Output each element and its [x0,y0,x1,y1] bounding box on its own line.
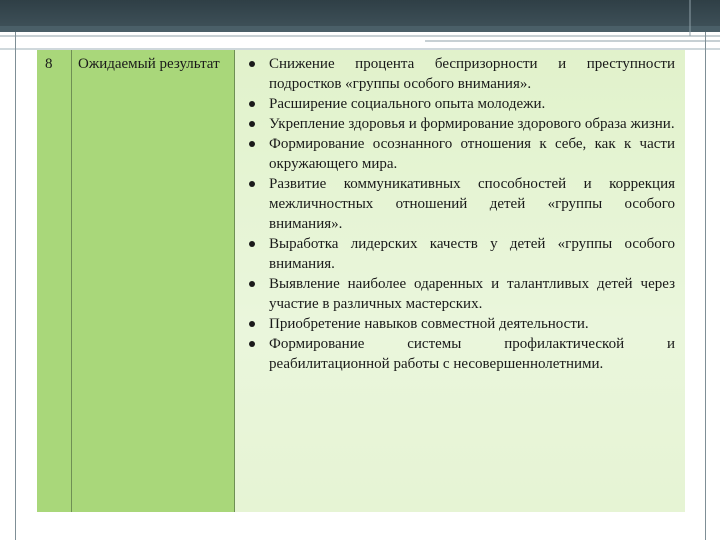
bullet-icon [249,101,255,107]
row-content-cell [235,50,686,512]
results-table [37,50,685,512]
list-item: Расширение социального опыта молодежи. [247,94,675,114]
slide-left-rule [15,32,16,540]
bullet-icon [249,281,255,287]
slide-header-accent [0,26,720,32]
slide-right-rule [705,32,706,540]
row-label: Ожидаемый результат [78,56,220,72]
list-item: Укрепление здоровья и формирование здорового образа жизни. [247,114,675,134]
list-item: Приобретение навыков совместной деятельности. [247,314,675,334]
bullet-icon [249,141,255,147]
list-item: Выработка лидерских качеств у детей «группы особого внимания. [247,234,675,274]
bullet-icon [249,341,255,347]
bullet-icon [249,321,255,327]
slide-header-bar [0,0,720,26]
result-list [247,54,675,374]
table-row [37,50,685,512]
bullet-icon [249,241,255,247]
list-item: Снижение процента беспризорности и преступности подростков «группы особого внимания». [247,54,675,94]
bullet-icon [249,61,255,67]
bullet-icon [249,181,255,187]
bullet-icon [249,121,255,127]
list-item: Формирование системы профилактической и реабилитационной работы с несовершеннолетними. [247,334,675,374]
row-number-cell [37,50,72,512]
row-label-cell [72,50,235,512]
list-item: Выявление наиболее одаренных и талантливых детей через участие в различных мастерских. [247,274,675,314]
list-item: Развитие коммуникативных способностей и коррекция межличностных отношений детей «группы особого внимания». [247,174,675,234]
list-item: Формирование осознанного отношения к себе, как к части окружающего мира. [247,134,675,174]
row-number: 8 [45,56,53,72]
